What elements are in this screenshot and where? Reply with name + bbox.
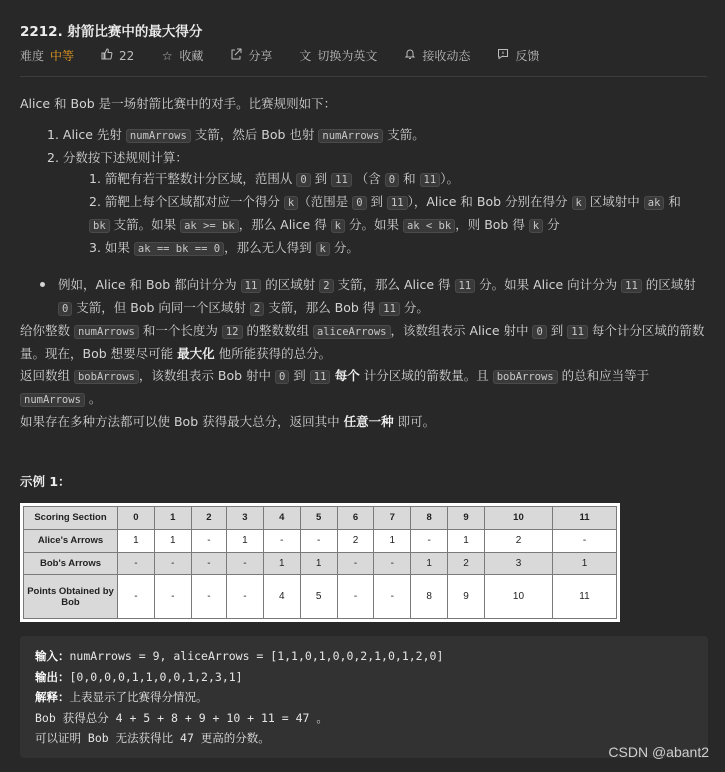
paragraph-input [20, 320, 710, 365]
share-button[interactable] [229, 47, 272, 64]
text: ，则 Bob 得 [455, 217, 529, 232]
code: numArrows [20, 393, 85, 407]
example-title: 示例 1： [20, 474, 71, 489]
code: 11 [331, 173, 352, 187]
text: 支箭。如果 [109, 217, 181, 232]
text: 例如，Alice 和 Bob 都向计分为 [58, 277, 241, 292]
sub-rule-2 [89, 191, 710, 237]
table-row [24, 529, 617, 552]
difficulty-label: 难度 [20, 49, 45, 63]
text: 支箭。 [383, 127, 425, 142]
text: 和 [664, 194, 681, 209]
code: 2 [250, 302, 264, 316]
code: numArrows [126, 129, 191, 143]
code: k [529, 219, 543, 233]
table-cell: 1 [263, 552, 300, 575]
code: 2 [319, 279, 333, 293]
total-line: Bob 获得总分 4 + 5 + 8 + 9 + 10 + 11 = 47 。 [35, 710, 328, 725]
text: 分 [543, 217, 560, 232]
text: 即可。 [393, 414, 436, 429]
table-cell: 1 [553, 552, 617, 575]
table-cell: 2 [448, 552, 485, 575]
table-cell: 1 [154, 529, 191, 552]
problem-title: 2212. 射箭比赛中的最大得分 [20, 24, 203, 40]
problem-description [20, 93, 710, 433]
text: 1. Alice 先射 [47, 127, 126, 142]
code: bobArrows [493, 370, 558, 384]
code: ak == bk == 0 [134, 242, 224, 256]
code: 0 [58, 302, 72, 316]
rules-list [47, 124, 710, 260]
header-cell: 7 [374, 507, 411, 530]
header-cell: 6 [337, 507, 374, 530]
text: ，那么 Alice 得 [238, 217, 331, 232]
row-label: Bob's Arrows [24, 552, 118, 575]
code: 11 [387, 196, 408, 210]
code: 12 [222, 325, 243, 339]
code: 11 [241, 279, 262, 293]
thumbs-up-icon [100, 48, 114, 63]
code: bk [89, 219, 110, 233]
code: k [572, 196, 586, 210]
table-cell: 5 [300, 575, 337, 619]
sub-rules-list [89, 168, 710, 260]
header-cell: 8 [411, 507, 448, 530]
scoring-table [23, 506, 617, 619]
sub-rule-1 [89, 168, 710, 191]
table-cell: - [337, 552, 374, 575]
notify-label: 接收动态 [422, 49, 471, 63]
text: 支箭，但 Bob 向同一个区域射 [72, 300, 250, 315]
table-cell: - [191, 529, 226, 552]
text: 。 [84, 391, 102, 406]
code: ak [644, 196, 665, 210]
difficulty-value: 中等 [50, 49, 75, 63]
text: 到 [289, 368, 310, 383]
scoring-table-image [20, 503, 620, 622]
table-cell: - [154, 575, 191, 619]
like-count: 22 [119, 48, 135, 63]
row-label: Alice's Arrows [24, 529, 118, 552]
text: 支箭，那么 Bob 得 [264, 300, 380, 315]
text: ），Alice 和 Bob 分别在得分 [407, 194, 572, 209]
table-cell: - [118, 575, 155, 619]
header-cell: 9 [448, 507, 485, 530]
header-label: Scoring Section [24, 507, 118, 530]
text: ）。 [440, 171, 459, 186]
table-cell: - [263, 529, 300, 552]
text: 分。如果 Alice 向计分为 [475, 277, 622, 292]
rule-1 [47, 124, 710, 147]
table-cell: - [118, 552, 155, 575]
text: 他所能获得的总分。 [214, 346, 332, 361]
text: ，那么无人得到 [224, 240, 316, 255]
explain-value: 上表显示了比赛得分情况。 [69, 690, 208, 704]
table-cell: - [374, 552, 411, 575]
code: 11 [379, 302, 400, 316]
header-divider [20, 76, 707, 77]
text: 支箭，然后 Bob 也射 [190, 127, 319, 142]
code: k [284, 196, 298, 210]
code: k [316, 242, 330, 256]
table-cell: 8 [411, 575, 448, 619]
notify-button[interactable] [403, 47, 470, 64]
example-code-block [20, 636, 708, 758]
text: 的区域射 [641, 277, 696, 292]
code: bobArrows [74, 370, 139, 384]
header-cell: 1 [154, 507, 191, 530]
code: ak < bk [403, 219, 455, 233]
text: 的区域射 [261, 277, 320, 292]
header-cell: 4 [263, 507, 300, 530]
table-cell: 1 [374, 529, 411, 552]
code: k [331, 219, 345, 233]
text: 和 [399, 171, 420, 186]
text: 的整数数组 [242, 323, 313, 338]
bell-icon [403, 48, 417, 63]
share-label: 分享 [248, 49, 273, 63]
text: 的总和应当等于 [557, 368, 650, 383]
table-cell: - [191, 552, 226, 575]
text: 2. 分数按下述规则计算： [47, 150, 188, 165]
code: 0 [532, 325, 546, 339]
row-label: Points Obtained by Bob [24, 575, 118, 619]
feedback-label: 反馈 [515, 49, 540, 63]
example-bullet [40, 274, 710, 320]
table-cell: 3 [484, 552, 552, 575]
bold-text: 每个 [330, 368, 360, 383]
text: 3. 如果 [89, 240, 134, 255]
explain-label: 解释： [35, 690, 70, 704]
table-cell: 1 [227, 529, 264, 552]
language-switch-label: 切换为英文 [317, 49, 378, 63]
bold-text: 任意一种 [343, 414, 394, 429]
text: 区域射中 [585, 194, 644, 209]
output-value: [0,0,0,0,1,1,0,0,1,2,3,1] [69, 669, 243, 684]
code: 11 [310, 370, 331, 384]
table-header-row [24, 507, 617, 530]
text: 分。如果 [345, 217, 403, 232]
code: numArrows [74, 325, 139, 339]
table-cell: 9 [448, 575, 485, 619]
table-cell: 2 [337, 529, 374, 552]
input-label: 输入： [35, 649, 70, 663]
table-cell: - [337, 575, 374, 619]
code: 0 [352, 196, 366, 210]
star-icon: ☆ [161, 48, 173, 63]
proof-line: 可以证明 Bob 无法获得比 47 更高的分数。 [35, 731, 270, 745]
paragraph-any [20, 411, 710, 433]
output-label: 输出： [35, 669, 70, 684]
rule-2 [47, 147, 710, 168]
watermark: CSDN @abant2 [608, 744, 709, 760]
text: （含 [351, 171, 385, 186]
code: 11 [621, 279, 642, 293]
translate-icon: 文 [299, 49, 312, 63]
text: 计分区域的箭数量。且 [359, 368, 493, 383]
table-cell: - [227, 552, 264, 575]
text: 和一个长度为 [138, 323, 222, 338]
table-cell: - [411, 529, 448, 552]
table-cell: - [227, 575, 264, 619]
text: 给你整数 [20, 323, 74, 338]
table-cell: - [374, 575, 411, 619]
table-cell: 1 [118, 529, 155, 552]
like-button[interactable] [100, 48, 134, 63]
text: （范围是 [298, 194, 353, 209]
text: 1. 箭靶有若干整数计分区域，范围从 [89, 171, 297, 186]
text: 到 [310, 171, 332, 186]
text: 每个计分区域的箭数量。现在，Bob 想要尽可能 [20, 323, 705, 361]
code: 11 [567, 325, 588, 339]
header-cell: 2 [191, 507, 226, 530]
table-row [24, 552, 617, 575]
text: 返回数组 [20, 368, 74, 383]
code: aliceArrows [313, 325, 391, 339]
table-cell: 10 [484, 575, 552, 619]
intro-text: Alice 和 Bob 是一场射箭比赛中的对手。比赛规则如下： [20, 96, 337, 111]
header-cell: 10 [484, 507, 552, 530]
table-cell: 2 [484, 529, 552, 552]
favorite-label: 收藏 [179, 49, 204, 63]
table-cell: - [154, 552, 191, 575]
text: ，该数组表示 Alice 射中 [390, 323, 533, 338]
code: 11 [420, 173, 441, 187]
header-cell: 11 [553, 507, 617, 530]
text: 到 [546, 323, 568, 338]
code: 0 [296, 173, 310, 187]
header-cell: 3 [227, 507, 264, 530]
table-cell: 4 [263, 575, 300, 619]
code: 11 [455, 279, 476, 293]
table-cell: - [553, 529, 617, 552]
language-switch-button[interactable] [298, 47, 377, 64]
explain-line [35, 687, 693, 708]
text: 分。 [399, 300, 429, 315]
text: 到 [366, 194, 387, 209]
feedback-button[interactable] [496, 47, 539, 64]
text: 如果存在多种方法都可以使 Bob 获得最大总分，返回其中 [20, 414, 344, 429]
table-cell: 1 [411, 552, 448, 575]
header-cell: 5 [300, 507, 337, 530]
header-cell: 0 [118, 507, 155, 530]
code: numArrows [318, 129, 383, 143]
table-cell: - [300, 529, 337, 552]
difficulty [20, 47, 74, 64]
bold-text: 最大化 [177, 346, 215, 361]
text: ，该数组表示 Bob 射中 [138, 368, 275, 383]
feedback-icon [496, 48, 510, 63]
paragraph-return [20, 365, 710, 411]
table-cell: 1 [300, 552, 337, 575]
share-icon [229, 48, 243, 63]
code: ak >= bk [180, 219, 239, 233]
text: 支箭，那么 Alice 得 [333, 277, 455, 292]
input-line [35, 646, 693, 667]
scoring-table-body [24, 507, 617, 619]
table-row [24, 575, 617, 619]
input-value: numArrows = 9, aliceArrows = [1,1,0,1,0,0,2,1,0,1,2,0] [69, 649, 444, 663]
table-cell: 11 [553, 575, 617, 619]
sub-rule-3 [89, 237, 710, 260]
text: 2. 箭靶上每个区域都对应一个得分 [89, 194, 284, 209]
table-cell: 1 [448, 529, 485, 552]
text: 分。 [329, 240, 359, 255]
favorite-button[interactable] [160, 47, 203, 64]
code: 0 [275, 370, 289, 384]
output-line [35, 667, 693, 688]
problem-meta-bar [20, 47, 565, 64]
table-cell: - [191, 575, 226, 619]
code: 0 [385, 173, 399, 187]
